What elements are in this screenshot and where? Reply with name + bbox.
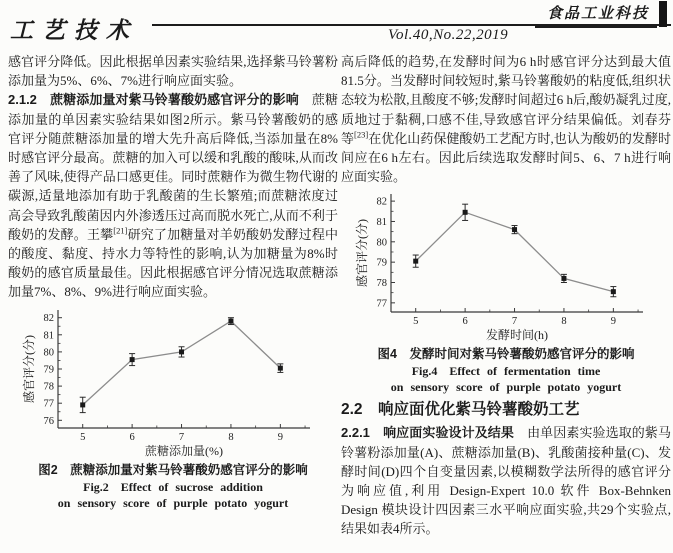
svg-text:80: 80	[43, 347, 54, 359]
figure-4-caption-en-line2: on sensory score of purple potato yogurt	[390, 380, 622, 395]
paragraph-2-2-1: 2.2.1 响应面实验设计及结果 由单因素实验选取的紫马铃薯粉添加量(A)、蔗糖添加量(B)、乳酸菌接种量(C)、发酵时间(D)四个自变量因素,以模糊数学法所得的感官评分为响应值,利用 Design-Expert 10.0 软件 Box-Behnken Design 模块设计四因素三水平响应面实验,共29个实验点,结果如表4所示。	[341, 425, 671, 537]
svg-text:77: 77	[43, 398, 54, 410]
figure-2-caption-en-line1: Fig.2 Effect of sucrose addition	[83, 479, 263, 494]
svg-text:80: 80	[376, 237, 387, 249]
left-column	[8, 52, 338, 511]
svg-text:9: 9	[277, 431, 283, 443]
figure-4-caption-cn: 图4 发酵时间对紫马铃薯酸奶感官评分的影响	[377, 347, 635, 362]
figure-2-caption-cn: 图2 蔗糖添加量对紫马铃薯酸奶感官评分的影响	[38, 462, 308, 477]
column-section-label: 工艺技术	[10, 18, 138, 43]
svg-text:82: 82	[43, 312, 54, 324]
svg-text:6: 6	[462, 316, 468, 328]
svg-text:发酵时间(h): 发酵时间(h)	[486, 328, 548, 343]
section-heading-2-2: 2.2 响应面优化紫马铃薯酸奶工艺	[341, 401, 580, 419]
svg-text:82: 82	[376, 197, 387, 209]
svg-text:8: 8	[561, 316, 567, 328]
journal-logo-text: 食品工业科技	[535, 1, 657, 28]
figure-2-chart	[8, 304, 338, 460]
svg-text:76: 76	[43, 415, 54, 427]
paragraph-2-1-2: 2.1.2 蔗糖添加量对紫马铃薯酸奶感官评分的影响 蔗糖添加量的单因素实验结果如图2所示。紫马铃薯酸奶的感官评分随蔗糖添加量的增大先升高后降低,当添加量在8%时感官评分最高。蔗糖的加入可以缓和乳酸的酸味,从而改善了风味,使得产品口感更佳。同时蔗糖作为微生物代谢的碳源,适量地添加有助于乳酸菌的生长繁殖;而蔗糖浓度过高会导致乳酸菌因内外渗透压过高而脱水死亡,从而不利于酸奶的发酵。王攀[21]研究了加糖量对羊奶酸奶发酵过程中的酸度、黏度、持水力等特性的影响,认为加糖量为8%时酸奶的感官质量最佳。因此根据感官评分情况选取蔗糖添加量7%、8%、9%进行响应面实验。	[8, 92, 338, 300]
svg-text:81: 81	[376, 217, 387, 229]
logo-bar	[659, 1, 667, 27]
figure-4	[341, 188, 671, 395]
svg-text:6: 6	[129, 431, 135, 443]
right-column	[341, 52, 671, 539]
svg-text:81: 81	[43, 329, 54, 341]
svg-text:78: 78	[376, 278, 387, 290]
figure-4-caption-en-line1: Fig.4 Effect of fermentation time	[411, 364, 601, 379]
svg-text:79: 79	[43, 364, 54, 376]
svg-text:7: 7	[178, 431, 185, 443]
paragraph-continuation: 感官评分降低。因此根据单因素实验结果,选择紫马铃薯粉添加量为5%、6%、7%进行响应面实验。	[8, 54, 338, 89]
figure-2	[8, 304, 338, 511]
svg-text:79: 79	[376, 258, 387, 270]
svg-text:8: 8	[228, 431, 234, 443]
figure-2-caption-en-line2: on sensory score of purple potato yogurt	[57, 495, 289, 510]
svg-text:77: 77	[376, 298, 387, 310]
svg-text:感官评分(分): 感官评分(分)	[355, 219, 369, 288]
svg-text:5: 5	[80, 431, 86, 443]
svg-text:7: 7	[511, 316, 518, 328]
figure-4-chart	[341, 188, 671, 344]
svg-text:78: 78	[43, 381, 54, 393]
paragraph-fermentation: 高后降低的趋势,在发酵时间为6 h时感官评分达到最大值81.5分。当发酵时间较短时,紫马铃薯酸奶的粘度低,组织状态较为松散,且酸度不够;发酵时间超过6 h后,酸奶凝乳过度,质地过于黏稠,口感不佳,导致感官评分结果偏低。刘春芬等[23]在优化山药保健酸奶工艺配方时,也认为酸奶的发酵时间应在6 h左右。因此后续选取发酵时间5、6、7 h进行响应面实验。	[341, 54, 671, 185]
svg-text:感官评分(分): 感官评分(分)	[22, 334, 36, 403]
journal-logo	[535, 1, 667, 28]
svg-text:9: 9	[610, 316, 616, 328]
issue-info: Vol.40,No.22,2019	[388, 27, 509, 43]
svg-text:蔗糖添加量(%): 蔗糖添加量(%)	[145, 443, 223, 458]
svg-text:5: 5	[413, 316, 419, 328]
